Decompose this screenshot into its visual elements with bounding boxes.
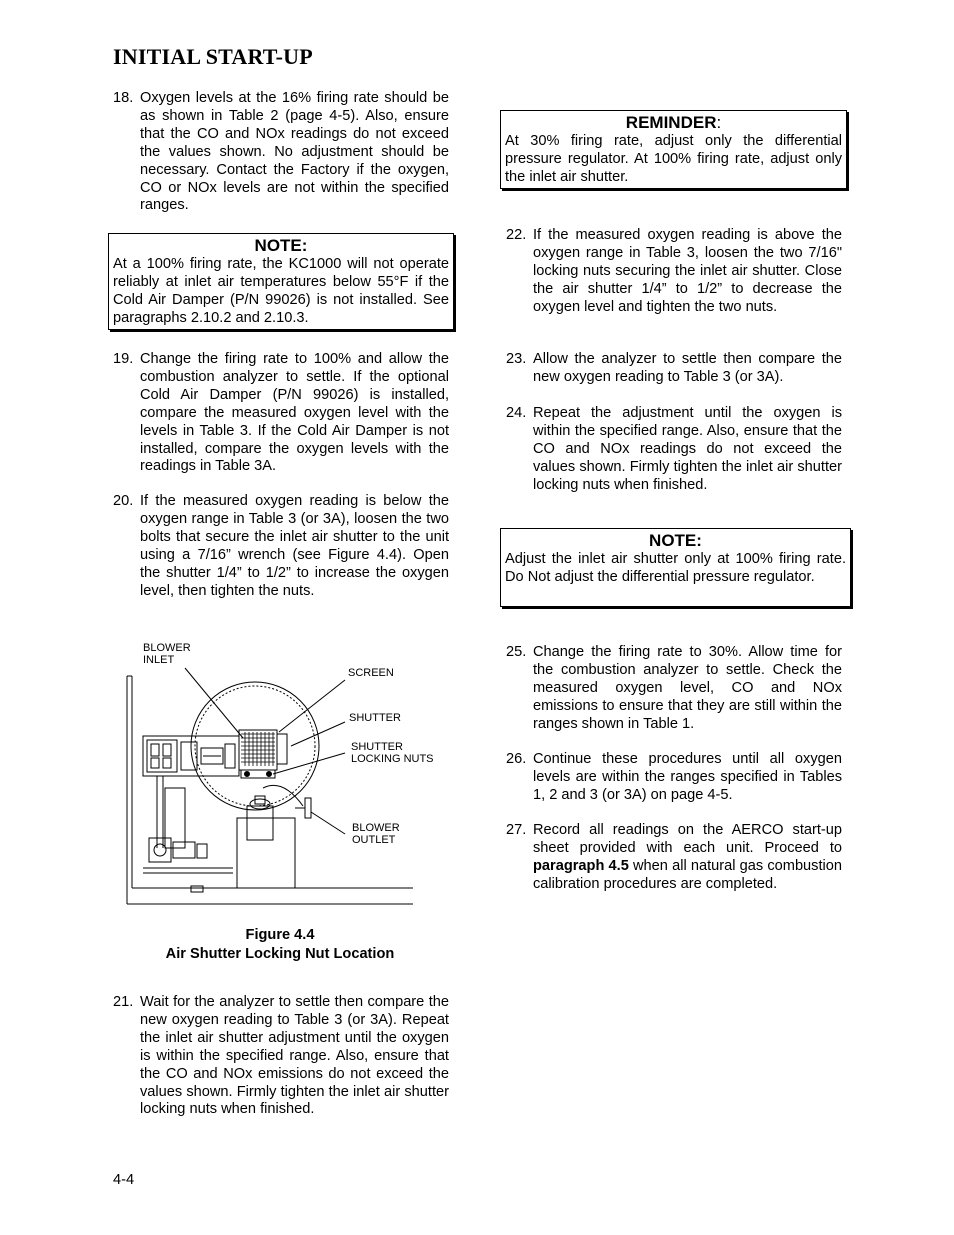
step-25 (506, 644, 842, 734)
paragraph-reference: paragraph 4.5 (533, 857, 629, 874)
label-blower-inlet-1: BLOWER (143, 642, 191, 654)
page-title: INITIAL START-UP (113, 44, 313, 69)
step-text: If the measured oxygen reading is below the oxygen range in Table 3 (or 3A), loosen the two bolts that secure the inlet air shutter to the unit using a 7/16” wrench (see Figure 4.4). Open the shutter 1/4” to 1/2” to increase the oxygen level, then tighten the nuts. (140, 493, 449, 599)
note-text: Adjust the inlet air shutter only at 100% firing rate. Do Not adjust the differential pressure regulator. (505, 551, 846, 585)
note-heading: NOTE: (254, 236, 308, 255)
step-23 (506, 351, 842, 387)
step-number: 19. (113, 351, 134, 367)
step-text: Change the firing rate to 100% and allow the combustion analyzer to settle. If the optional Cold Air Damper (P/N 99026) is installed, compare the measured oxygen level with the levels in Table 3. If the Cold Air Damper is not installed, compare the oxygen levels with the readings in Table 3A. (140, 351, 449, 475)
step-22 (506, 227, 842, 317)
step-number: 25. (506, 644, 527, 660)
step-20 (113, 493, 449, 600)
step-19 (113, 351, 449, 476)
step-number: 22. (506, 227, 527, 243)
step-text: Allow the analyzer to settle then compare the new oxygen reading to Table 3 (or 3A). (533, 351, 842, 385)
label-shutter: SHUTTER (349, 712, 401, 724)
reminder-heading: REMINDER: (625, 113, 722, 132)
step-24 (506, 405, 842, 495)
note-box-cold-air-damper (108, 233, 454, 330)
step-number: 23. (506, 351, 527, 367)
step-number: 24. (506, 405, 527, 421)
step-text: Repeat the adjustment until the oxygen is within the specified range. Also, ensure that the CO and NOx readings do not exceed the values shown. Firmly tighten the inlet air shutter locking nuts when finished. (533, 405, 842, 493)
reminder-box (500, 110, 847, 189)
page-number: 4-4 (113, 1172, 135, 1188)
air-shutter-figure (113, 638, 453, 908)
label-blower-outlet-2: OUTLET (352, 834, 396, 846)
step-text: Continue these procedures until all oxygen levels are within the ranges specified in Tables 1, 2 and 3 (or 3A) on page 4-5. (533, 751, 842, 803)
step-text: Change the firing rate to 30%. Allow time for the combustion analyzer to settle. Check the measured oxygen level, CO and NOx emissions to ensure that they are still within the ranges shown in Table 1. (533, 644, 842, 732)
step-number: 18. (113, 90, 134, 106)
step-text: Record all readings on the AERCO start-up sheet provided with each unit. Proceed to paragraph 4.5 when all natural gas combustion calibration procedures are completed. (533, 822, 842, 892)
label-locking-nuts-2: LOCKING NUTS (351, 753, 434, 765)
note-text: At a 100% firing rate, the KC1000 will not operate reliably at inlet air temperatures below 55°F if the Cold Air Damper (P/N 99026) is not installed. See paragraphs 2.10.2 and 2.10.3. (113, 256, 449, 326)
figure-caption-title: Air Shutter Locking Nut Location (165, 946, 395, 962)
note-box-shutter (500, 528, 851, 607)
figure-caption-number: Figure 4.4 (245, 927, 315, 943)
label-blower-inlet-2: INLET (143, 654, 175, 666)
step-26 (506, 751, 842, 805)
blower-assembly-drawing (113, 638, 453, 908)
note-heading: NOTE: (649, 531, 702, 550)
step-27 (506, 822, 842, 894)
label-blower-outlet-1: BLOWER (352, 822, 400, 834)
step-21 (113, 994, 449, 1119)
step-18 (113, 90, 449, 215)
label-screen: SCREEN (348, 667, 394, 679)
label-locking-nuts-1: SHUTTER (351, 741, 403, 753)
step-text: Oxygen levels at the 16% firing rate should be as shown in Table 2 (page 4-5). Also, ensure that the CO and NOx readings do not exceed the values shown. No adjustment should be necessary. Contact the Factory if the oxygen, CO or NOx levels are not within the specified ranges. (140, 90, 449, 214)
step-number: 21. (113, 994, 134, 1010)
step-number: 20. (113, 493, 134, 509)
step-text: Wait for the analyzer to settle then compare the new oxygen reading to Table 3 (or 3A). Repeat the inlet air shutter adjustment until the oxygen is within the specified range. Also, ensure that the CO and NOx emissions do not exceed the values shown. Firmly tighten the inlet air shutter locking nuts when finished. (140, 994, 449, 1118)
step-text: If the measured oxygen reading is above the oxygen range in Table 3, loosen the two 7/16" locking nuts securing the inlet air shutter. Close the air shutter 1/4” to 1/2” to decrease the oxygen level and tighten the two nuts. (533, 227, 842, 315)
step-number: 27. (506, 822, 527, 838)
step-number: 26. (506, 751, 527, 767)
reminder-text: At 30% firing rate, adjust only the differential pressure regulator. At 100% firing rate, adjust only the inlet air shutter. (505, 133, 842, 185)
